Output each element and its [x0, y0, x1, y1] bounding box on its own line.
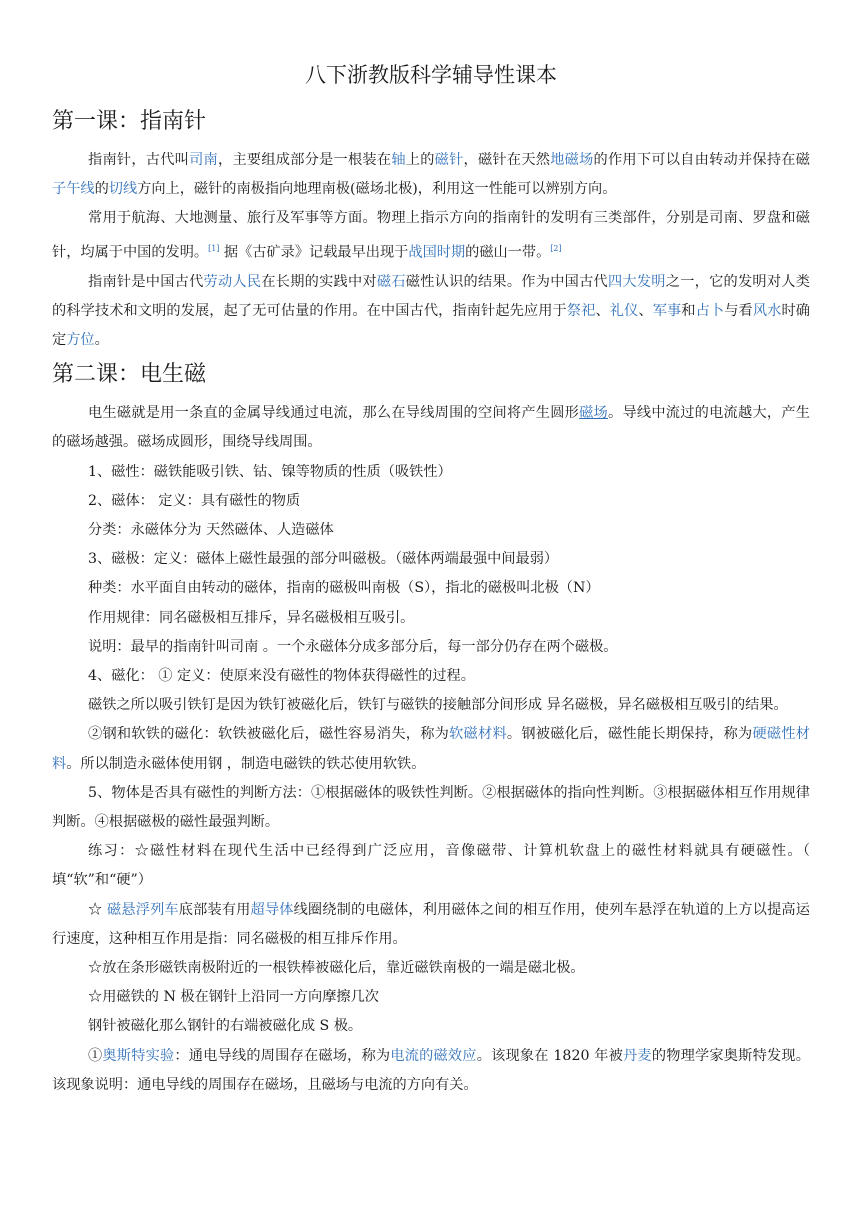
citation-2[interactable]: [2] [550, 243, 562, 253]
lesson-2-heading: 第二课：电生磁 [52, 362, 207, 388]
link-working-people[interactable]: 劳动人民 [203, 273, 262, 290]
document-title: 八下浙教版科学辅导性课本 [305, 63, 557, 87]
steel-iron-paragraph: ②钢和软铁的磁化：软铁被磁化后，磁性容易消失，称为软磁材料。钢被磁化后，磁性能长期保持，称为硬磁性材料。所以制造永磁体使用钢 ，制造电磁铁的铁芯使用软铁。 [52, 726, 810, 772]
link-military[interactable]: 军事 [652, 302, 682, 319]
link-etiquette[interactable]: 礼仪 [609, 302, 639, 319]
link-sinan[interactable]: 司南 [189, 152, 218, 168]
pole-rule-line: 作用规律：同名磁极相互排斥，异名磁极相互吸引。 [88, 609, 415, 626]
pole-types-line: 种类：水平面自由转动的磁体，指南的磁极叫南极（S），指北的磁极叫北极（N） [88, 580, 600, 597]
citation-1[interactable]: [1] [208, 243, 220, 253]
pole-note-line: 说明：最早的指南针叫司南 。一个永磁体分成多部分后，每一部分仍存在两个磁极。 [88, 638, 618, 655]
link-magnetic-field[interactable]: 磁场 [579, 405, 608, 422]
exercise-5-paragraph: 钢针被磁化那么钢针的右端被磁化成 S 极。 [88, 1018, 363, 1035]
magnet-classification-line: 分类：永磁体分为 天然磁体、人造磁体 [88, 521, 334, 538]
exercise-3-paragraph: ☆放在条形磁铁南极附近的一根铁棒被磁化后，靠近磁铁南极的一端是磁北极。 [88, 960, 585, 977]
link-axis[interactable]: 轴 [391, 152, 406, 168]
link-meridian[interactable]: 子午线 [52, 181, 95, 198]
link-sacrifice[interactable]: 祭祀 [566, 302, 596, 319]
link-hard-magnetic-material[interactable]: 硬磁性材料 [52, 726, 810, 772]
document-page [52, 58, 810, 1100]
link-fengshui[interactable]: 风水 [752, 302, 782, 319]
link-oersted-experiment[interactable]: 奥斯特实验 [102, 1047, 175, 1064]
lesson-1-heading: 第一课：指南针 [52, 109, 207, 134]
compass-definition-paragraph: 指南针，古代叫司南，主要组成部分是一根装在轴上的磁针，磁针在天然地磁场的作用下可以自由转动并保持在磁子午线的切线方向上，磁针的南极指向地理南极(磁场北极)，利用这一性能可以辨别方向。 [52, 152, 810, 198]
link-magnetic-effect-of-current[interactable]: 电流的磁效应 [390, 1047, 477, 1064]
link-maglev-train[interactable]: 磁悬浮列车 [107, 901, 179, 918]
link-four-inventions[interactable]: 四大发明 [607, 273, 666, 290]
magnetization-line: 4、磁化： ① 定义：使原来没有磁性的物体获得磁性的过程。 [88, 667, 475, 684]
magnet-definition-line: 2、磁体： 定义：具有磁性的物质 [88, 492, 301, 509]
link-geomagnetic-field[interactable]: 地磁场 [550, 152, 594, 168]
magnetism-line: 1、磁性：磁铁能吸引铁、钴、镍等物质的性质（吸铁性） [88, 463, 452, 480]
exercise-1-paragraph: 练习：☆磁性材料在现代生活中已经得到广泛应用，音像磁带、计算机软盘上的磁性材料就具有硬磁性。（ 填“软”和“硬”） [52, 843, 810, 889]
electromagnetism-intro-paragraph: 电生磁就是用一条直的金属导线通过电流，那么在导线周围的空间将产生圆形磁场。导线中流过的电流越大，产生的磁场越强。磁场成圆形，围绕导线周围。 [52, 405, 810, 451]
exercise-4-paragraph: ☆用磁铁的 N 极在钢针上沿同一方向摩擦几次 [88, 989, 379, 1006]
link-tangent[interactable]: 切线 [108, 181, 138, 198]
oersted-paragraph: ①奥斯特实验：通电导线的周围存在磁场，称为电流的磁效应。该现象在 1820 年被丹麦的物理学家奥斯特发现。该现象说明：通电导线的周围存在磁场，且磁场与电流的方向有关。 [52, 1047, 810, 1093]
judgement-methods-paragraph: 5、物体是否具有磁性的判断方法：①根据磁体的吸铁性判断。②根据磁体的指向性判断。③根据磁体相互作用规律判断。④根据磁极的磁性最强判断。 [52, 784, 810, 830]
link-magnetic-needle[interactable]: 磁针 [434, 152, 464, 168]
link-warring-states[interactable]: 战国时期 [408, 244, 466, 261]
attraction-explanation-paragraph: 磁铁之所以吸引铁钉是因为铁钉被磁化后，铁钉与磁铁的接触部分间形成 异名磁极，异名磁极相互吸引的结果。 [88, 697, 788, 714]
link-soft-magnetic-material[interactable]: 软磁材料 [449, 726, 507, 743]
magnetic-pole-line: 3、磁极：定义：磁体上磁性最强的部分叫磁极。（磁体两端最强中间最弱） [88, 551, 559, 568]
link-direction[interactable]: 方位 [66, 331, 95, 348]
link-lodestone[interactable]: 磁石 [376, 273, 406, 290]
link-denmark[interactable]: 丹麦 [623, 1047, 652, 1064]
link-superconductor[interactable]: 超导体 [250, 901, 294, 918]
link-divination[interactable]: 占卜 [695, 302, 725, 319]
compass-usage-paragraph: 常用于航海、大地测量、旅行及军事等方面。物理上指示方向的指南针的发明有三类部件，分别是司南、罗盘和磁针，均属于中国的发明。[1] 据《古矿录》记载最早出现于战国时期的磁山一带。[2] [52, 210, 810, 261]
compass-history-paragraph: 指南针是中国古代劳动人民在长期的实践中对磁石磁性认识的结果。作为中国古代四大发明之一，它的发明对人类的科学技术和文明的发展，起了无可估量的作用。在中国古代，指南针起先应用于祭祀、礼仪、军事和占卜与看风水时确定方位。 [52, 273, 810, 348]
exercise-2-paragraph: ☆ 磁悬浮列车底部装有用超导体线圈绕制的电磁体，利用磁体之间的相互作用，使列车悬浮在轨道的上方以提高运行速度，这种相互作用是指：同名磁极的相互排斥作用。 [52, 901, 810, 947]
